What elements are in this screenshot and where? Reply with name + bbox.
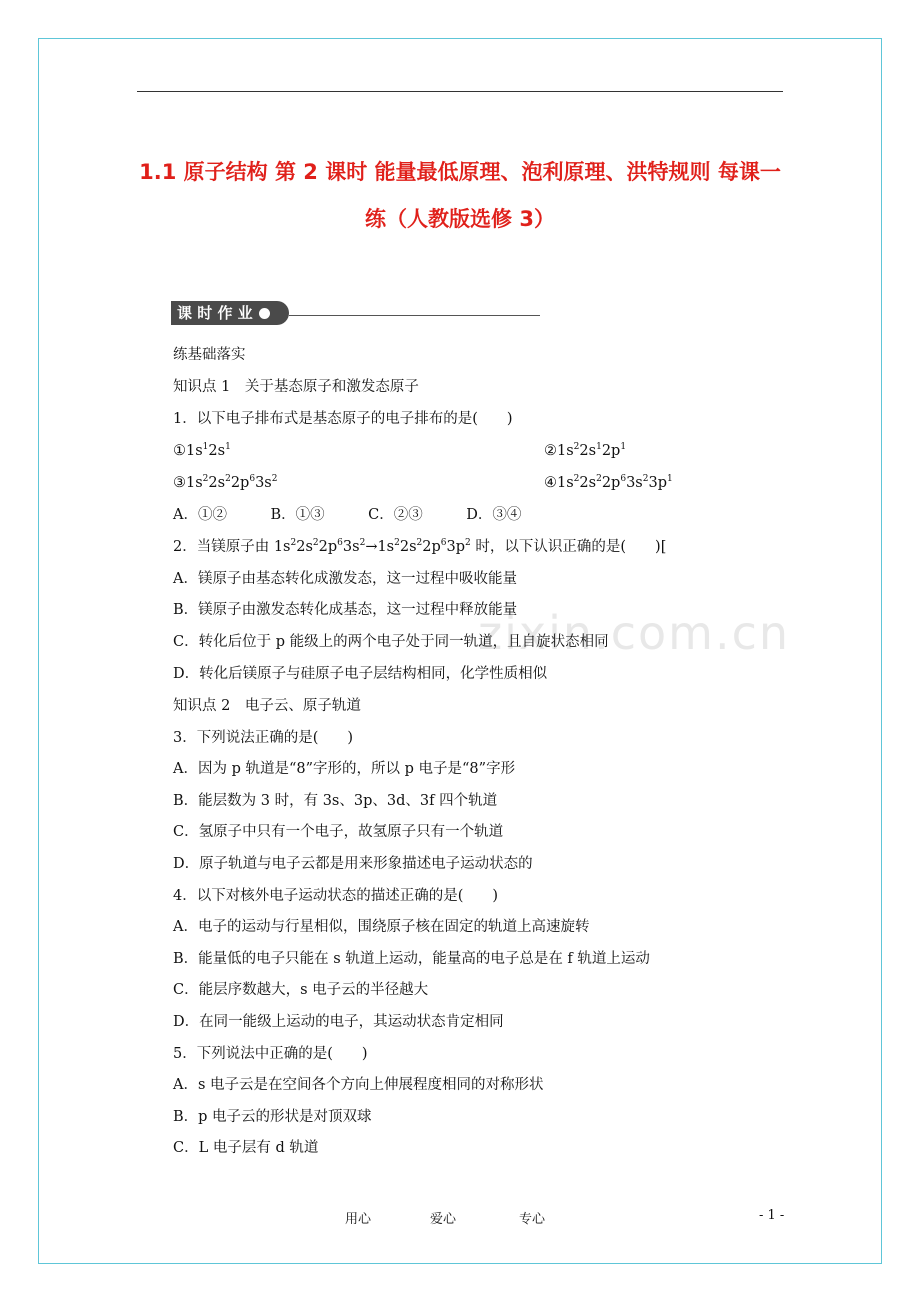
section-tag (171, 301, 289, 325)
question-4-option-b: B．能量低的电子只能在 s 轨道上运动，能量高的电子总是在 f 轨道上运动 (173, 951, 650, 967)
footer-text-left: 用心 (345, 1212, 372, 1227)
page-number: - 1 - (759, 1208, 785, 1223)
question-1-options-row-1 (173, 441, 627, 461)
question-1-options-row-2 (173, 473, 673, 493)
question-3-option-c: C．氢原子中只有一个电子，故氢原子只有一个轨道 (173, 824, 504, 840)
question-3-option-d: D．原子轨道与电子云都是用来形象描述电子运动状态的 (173, 856, 533, 872)
section-tag-label: 课 时 作 业 (177, 304, 253, 322)
question-3-option-b: B．能层数为 3 时，有 3s、3p、3d、3f 四个轨道 (173, 793, 498, 809)
question-4-option-c: C．能层序数越大，s 电子云的半径越大 (173, 982, 429, 998)
question-5: 5．下列说法中正确的是( ) (173, 1046, 368, 1062)
question-2-option-c: C．转化后位于 p 能级上的两个电子处于同一轨道，且自旋状态相同 (173, 634, 609, 650)
section-divider (289, 315, 540, 316)
question-2: 2．当镁原子由 $1s^22s^22p^63s^2\to 1s^22s^22p^63p^2$ 时，以下认识正确的是( )[ (173, 538, 667, 555)
question-2-option-b: B．镁原子由激发态转化成基态，这一过程中释放能量 (173, 602, 518, 618)
bullet-dot-icon (259, 308, 270, 319)
option-3: $③1s^22s^22p^63s^2$ (173, 474, 278, 491)
question-2-option-a: A．镁原子由基态转化成激发态，这一过程中吸收能量 (173, 571, 517, 587)
header-rule (137, 91, 783, 92)
question-4-option-a: A．电子的运动与行星相似，围绕原子核在固定的轨道上高速旋转 (173, 919, 590, 935)
footer-text-middle: 爱心 (430, 1212, 457, 1227)
practice-heading: 练基础落实 (173, 347, 246, 363)
question-2-option-d: D．转化后镁原子与硅原子电子层结构相同，化学性质相似 (173, 666, 548, 682)
footer-text-right: 专心 (519, 1212, 546, 1227)
document-title-line-1: 1.1 原子结构 第 2 课时 能量最低原理、泡利原理、洪特规则 每课一 (139, 160, 781, 184)
knowledge-point-2: 知识点 2 电子云、原子轨道 (173, 698, 361, 714)
question-5-option-a: A．s 电子云是在空间各个方向上伸展程度相同的对称形状 (173, 1077, 544, 1093)
question-1: 1．以下电子排布式是基态原子的电子排布的是( ) (173, 411, 513, 427)
question-5-option-b: B．p 电子云的形状是对顶双球 (173, 1109, 372, 1125)
question-3: 3．下列说法正确的是( ) (173, 730, 354, 746)
option-2: $②1s^22s^12p^1$ (544, 442, 627, 459)
knowledge-point-1: 知识点 1 关于基态原子和激发态原子 (173, 379, 419, 395)
question-2-tail: 时，以下认识正确的是( )[ (475, 539, 667, 555)
question-1-answers: A．①② B．①③ C．②③ D．③④ (173, 507, 522, 523)
watermark: zixin.com.cn (478, 606, 791, 660)
document-title-line-2: 练（人教版选修 3） (365, 207, 555, 231)
option-4: $④1s^22s^22p^63s^23p^1$ (544, 474, 673, 491)
option-1: $①1s^12s^1$ (173, 442, 231, 459)
question-3-option-a: A．因为 p 轨道是“8”字形的，所以 p 电子是“8”字形 (173, 761, 516, 777)
question-4-option-d: D．在同一能级上运动的电子，其运动状态肯定相同 (173, 1014, 504, 1030)
question-4: 4．以下对核外电子运动状态的描述正确的是( ) (173, 888, 499, 904)
question-5-option-c: C．L 电子层有 d 轨道 (173, 1140, 319, 1156)
